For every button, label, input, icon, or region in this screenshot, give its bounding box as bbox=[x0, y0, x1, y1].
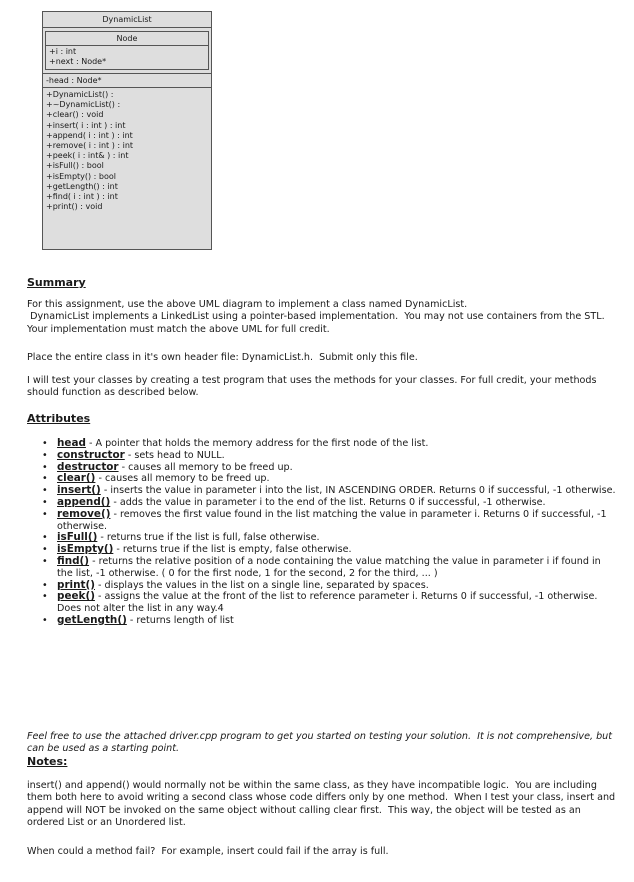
uml-node-attributes bbox=[46, 46, 208, 69]
notes-paragraph-2: When could a method fail? For example, insert could fail if the array is full. bbox=[27, 846, 389, 857]
attribute-term: getLength() bbox=[57, 613, 127, 626]
attribute-item bbox=[27, 462, 619, 474]
bullet-icon: • bbox=[42, 449, 48, 461]
attribute-description: - causes all memory to be freed up. bbox=[95, 473, 270, 485]
attribute-description: - returns true if the list is full, false otherwise. bbox=[97, 532, 320, 544]
attribute-term: find() bbox=[57, 554, 90, 567]
bullet-icon: • bbox=[42, 461, 48, 473]
attribute-term: isEmpty() bbox=[57, 543, 114, 556]
bullet-icon: • bbox=[42, 579, 48, 591]
uml-class-name: DynamicList bbox=[43, 12, 211, 28]
uml-method: +insert( i : int ) : int bbox=[46, 120, 126, 130]
bullet-icon: • bbox=[42, 508, 48, 520]
attribute-description: - displays the values in the list on a single line, separated by spaces. bbox=[95, 579, 429, 591]
summary-paragraph-3: I will test your classes by creating a test program that uses the methods for your classes. For full credit, your methods should function as described below. bbox=[27, 375, 600, 399]
attribute-item bbox=[27, 591, 619, 615]
bullet-icon: • bbox=[42, 485, 48, 497]
uml-methods bbox=[43, 88, 211, 214]
attribute-term: destructor bbox=[57, 460, 119, 473]
bullet-icon: • bbox=[42, 544, 48, 556]
uml-method: +isEmpty() : bool bbox=[46, 171, 117, 181]
uml-class-diagram bbox=[42, 11, 212, 250]
attribute-description: - returns true if the list is empty, false otherwise. bbox=[113, 544, 352, 556]
attribute-item bbox=[27, 532, 619, 544]
bullet-icon: • bbox=[42, 473, 48, 485]
uml-method: +print() : void bbox=[46, 202, 103, 212]
attribute-term: constructor bbox=[57, 448, 125, 461]
bullet-icon: • bbox=[42, 438, 48, 449]
attribute-description: - returns the relative position of a node containing the value matching the value in parameter i if found in the list, -1 otherwise. ( 0 for the first node, 1 for the second, 2 for the third, ... ) bbox=[57, 555, 601, 579]
attribute-item bbox=[27, 509, 619, 533]
uml-method: +peek( i : int& ) : int bbox=[46, 151, 129, 161]
uml-head-attribute: -head : Node* bbox=[43, 73, 211, 88]
attribute-term: head bbox=[57, 437, 86, 449]
attribute-term: remove() bbox=[57, 507, 111, 520]
attribute-item bbox=[27, 544, 619, 556]
bullet-icon: • bbox=[42, 555, 48, 567]
uml-method: +getLength() : int bbox=[46, 181, 118, 191]
uml-method: +find( i : int ) : int bbox=[46, 191, 118, 201]
attribute-description: - A pointer that holds the memory address for the first node of the list. bbox=[85, 438, 429, 449]
uml-node-attr: +next : Node* bbox=[49, 57, 107, 66]
uml-method: +clear() : void bbox=[46, 110, 104, 120]
attribute-description: - assigns the value at the front of the list to reference parameter i. Returns 0 if successful, -1 otherwise. Does not alter the list in any way.4 bbox=[57, 591, 598, 615]
driver-note: Feel free to use the attached driver.cpp program to get you started on testing your solution. It is not comprehensive, but can be used as a starting point. bbox=[27, 731, 616, 755]
uml-node-box bbox=[45, 31, 209, 70]
uml-method: +remove( i : int ) : int bbox=[46, 140, 134, 150]
attribute-term: append() bbox=[57, 495, 111, 508]
attribute-term: insert() bbox=[57, 484, 101, 497]
uml-node-name: Node bbox=[46, 32, 208, 46]
attribute-term: peek() bbox=[57, 590, 95, 603]
uml-method: +append( i : int ) : int bbox=[46, 130, 133, 140]
attribute-description: - inserts the value in parameter i into the list, IN ASCENDING ORDER. Returns 0 if successful, -1 otherwise. bbox=[100, 485, 616, 497]
attribute-term: print() bbox=[57, 578, 95, 591]
attribute-description: - returns length of list bbox=[126, 614, 234, 626]
notes-paragraph-1: insert() and append() would normally not be within the same class, as they have incompatible logic. You are including them both here to avoid writing a second class whose code differs only by one method. When I test your class, insert and append will NOT be invoked on the same object without calling clear first. This way, the object will be tested as an ordered List or an Unordered list. bbox=[27, 780, 619, 829]
attribute-description: - sets head to NULL. bbox=[124, 449, 225, 461]
attributes-heading: Attributes bbox=[27, 412, 91, 425]
attributes-list bbox=[27, 438, 619, 627]
attribute-item bbox=[27, 556, 619, 580]
attribute-item bbox=[27, 580, 619, 592]
bullet-icon: • bbox=[42, 532, 48, 544]
summary-paragraph-2: Place the entire class in it's own header file: DynamicList.h. Submit only this file. bbox=[27, 352, 418, 363]
attribute-item bbox=[27, 485, 619, 497]
attribute-item bbox=[27, 615, 619, 627]
attribute-item bbox=[27, 473, 619, 485]
attribute-term: isFull() bbox=[57, 531, 98, 544]
attribute-description: - adds the value in parameter i to the end of the list. Returns 0 if successful, -1 otherwise. bbox=[110, 496, 546, 508]
uml-method: +DynamicList() : bbox=[46, 90, 114, 99]
uml-node-attr: +i : int bbox=[49, 47, 77, 56]
attribute-item bbox=[27, 497, 619, 509]
attribute-term: clear() bbox=[57, 472, 96, 485]
uml-method: +isFull() : bool bbox=[46, 161, 104, 171]
bullet-icon: • bbox=[42, 614, 48, 626]
bullet-icon: • bbox=[42, 496, 48, 508]
bullet-icon: • bbox=[42, 591, 48, 603]
attribute-description: - removes the first value found in the list matching the value in parameter i. Returns 0 if successful, -1 otherwise. bbox=[57, 508, 607, 532]
uml-method: +~DynamicList() : bbox=[46, 100, 121, 110]
attribute-description: - causes all memory to be freed up. bbox=[118, 461, 293, 473]
summary-heading: Summary bbox=[27, 276, 86, 289]
summary-paragraph-1: For this assignment, use the above UML diagram to implement a class named DynamicList. DynamicList implements a LinkedList using a pointer-based implementation. You may not use containers from the STL. Your implementation must match the above UML for full credit. bbox=[27, 299, 605, 335]
notes-heading: Notes: bbox=[27, 755, 68, 768]
